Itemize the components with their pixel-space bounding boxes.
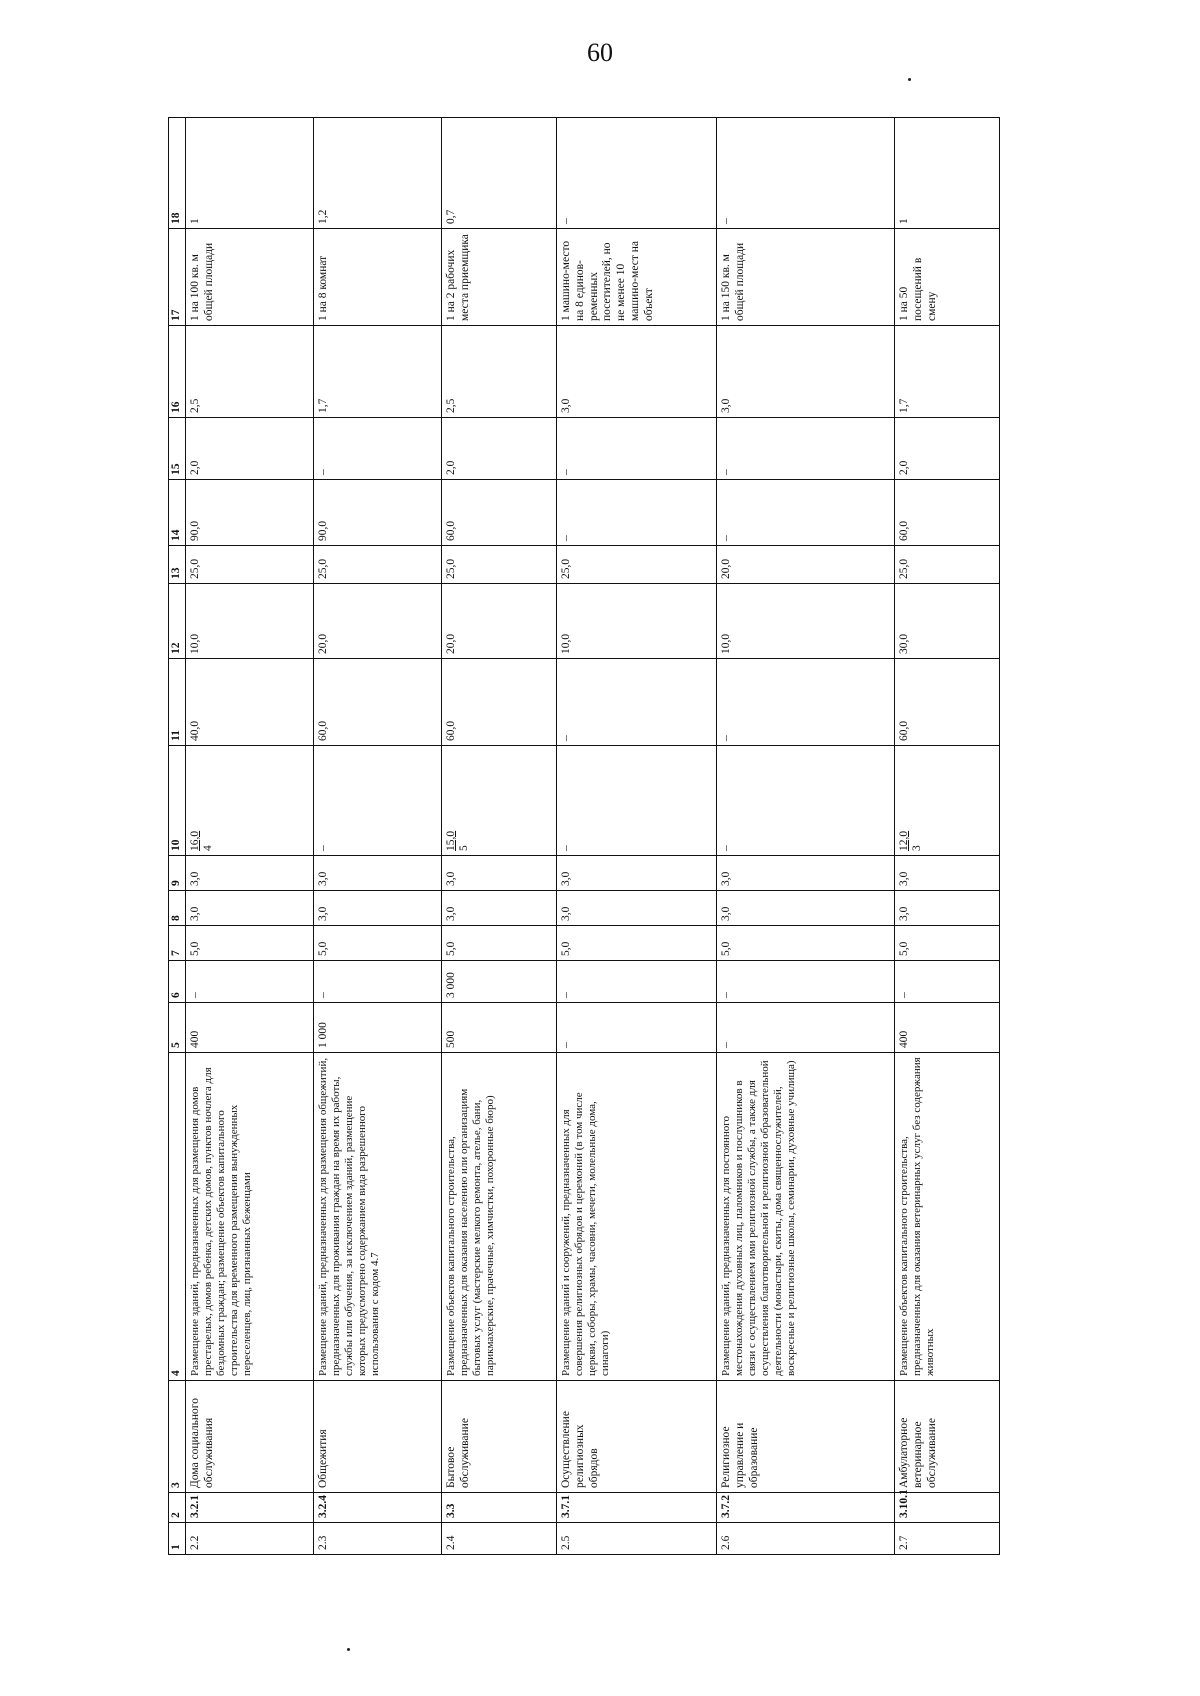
cell-value: 25,0 [557,546,717,584]
cell-value: – [557,418,717,480]
table-row [557,118,717,1555]
data-table [168,117,1000,1555]
cell-value: 1,7 [314,326,442,418]
cell-value: – [557,118,717,229]
fraction-numerator: – [720,845,732,851]
cell-value: 3,0 [717,856,895,891]
cell-code: 3.2.1 [186,1493,314,1523]
col-header: 15 [169,418,186,480]
col-header: 17 [169,229,186,326]
col-header: 8 [169,891,186,926]
cell-value: 3,0 [314,891,442,926]
col-header: 10 [169,746,186,856]
cell-value: 3,0 [557,891,717,926]
cell-value: 30,0 [895,584,1000,659]
cell-value: – [717,1003,895,1053]
cell-value: – [717,480,895,546]
cell-value: 1 [895,118,1000,229]
cell-use-name: Общежития [314,1381,442,1493]
col-header: 12 [169,584,186,659]
cell-value: 25,0 [186,546,314,584]
cell-value: 3,0 [557,856,717,891]
cell-row-number: 2.4 [442,1523,557,1555]
fraction-denominator: 3 [910,845,923,851]
cell-value: 10,0 [186,584,314,659]
col-header: 1 [169,1523,186,1555]
cell-fraction [557,746,717,856]
table-row [895,118,1000,1555]
cell-value: 5,0 [895,926,1000,961]
cell-value: 400 [895,1003,1000,1053]
cell-value: 400 [186,1003,314,1053]
cell-value: 5,0 [314,926,442,961]
cell-value: 1 [186,118,314,229]
fraction-denominator: 4 [201,845,214,851]
cell-use-name: Осуществление религиозных обрядов [557,1381,717,1493]
cell-fraction [186,746,314,856]
fraction-numerator: – [317,845,329,851]
table-row [314,118,442,1555]
cell-value: 3,0 [186,891,314,926]
cell-value: 25,0 [442,546,557,584]
cell-description: Размещение зданий, предназначенных для размещения общежитий, предназначенных для проживания граждан на время их работы, службы или обучения, за исключением зданий, размещение которых предусмотрено содержанием вида разрешенного использования с кодом 4.7 [314,1053,442,1381]
cell-value: 5,0 [717,926,895,961]
page-number: 60 [587,38,613,67]
cell-value: 3,0 [314,856,442,891]
scan-speck [908,78,911,81]
col-header: 2 [169,1493,186,1523]
cell-value: 60,0 [895,480,1000,546]
cell-parking-norm: 1 машино-место на 8 единов-ременных посетителей, но не менее 10 машино-мест на объект [557,229,717,326]
col-header: 18 [169,118,186,229]
cell-parking-norm: 1 на 50 посещений в смену [895,229,1000,326]
cell-value: – [557,961,717,1003]
cell-value: 1,7 [895,326,1000,418]
cell-value: 1,2 [314,118,442,229]
fraction-numerator: 12,0 [898,830,910,851]
cell-code: 3.7.2 [717,1493,895,1523]
cell-value: – [557,659,717,746]
rotated-table-container [168,118,998,1555]
cell-value: 3,0 [895,856,1000,891]
col-header: 5 [169,1003,186,1053]
cell-value: 5,0 [442,926,557,961]
cell-row-number: 2.7 [895,1523,1000,1555]
cell-use-name: Дома социального обслуживания [186,1381,314,1493]
cell-value: 60,0 [314,659,442,746]
col-header: 9 [169,856,186,891]
cell-value: 2,0 [895,418,1000,480]
cell-value: 90,0 [186,480,314,546]
cell-value: 60,0 [442,480,557,546]
fraction-numerator: 16,0 [189,830,201,851]
col-header: 13 [169,546,186,584]
cell-parking-norm: 1 на 150 кв. м общей площади [717,229,895,326]
cell-row-number: 2.3 [314,1523,442,1555]
col-header: 14 [169,480,186,546]
cell-value: 3,0 [717,891,895,926]
cell-value: 3,0 [717,326,895,418]
cell-value: 5,0 [557,926,717,961]
cell-value: 2,0 [442,418,557,480]
cell-description: Размещение объектов капитального строительства, предназначенных для оказания населению или организациям бытовых услуг (мастерские мелкого ремонта, ателье, бани, парикмахерские, прачечные, химчистки, похоронные бюро) [442,1053,557,1381]
cell-description: Размещение зданий, предназначенных для постоянного местонахождения духовных лиц, паломников и послушников в связи с осуществлением ими религиозной службы, а также для осуществления благотворительной и религиозной образовательной деятельности (монастыри, скиты, дома священнослужителей, воскресные и религиозные школы, семинарии, духовные училища) [717,1053,895,1381]
cell-value: 3,0 [557,326,717,418]
col-header: 11 [169,659,186,746]
col-header: 7 [169,926,186,961]
table-row [442,118,557,1555]
cell-row-number: 2.6 [717,1523,895,1555]
cell-fraction [717,746,895,856]
cell-fraction [895,746,1000,856]
cell-value: – [314,418,442,480]
cell-code: 3.10.1 [895,1493,1000,1523]
cell-row-number: 2.2 [186,1523,314,1555]
cell-value: – [895,961,1000,1003]
cell-value: 60,0 [895,659,1000,746]
cell-fraction [442,746,557,856]
fraction-numerator: 15,0 [445,830,457,851]
cell-value: 2,0 [186,418,314,480]
cell-value: 3,0 [442,856,557,891]
cell-value: – [557,480,717,546]
scan-speck [347,1648,350,1651]
cell-value: 3 000 [442,961,557,1003]
cell-use-name: Бытовое обслуживание [442,1381,557,1493]
col-header: 3 [169,1381,186,1493]
cell-value: 20,0 [717,546,895,584]
cell-value: 40,0 [186,659,314,746]
cell-value: – [717,418,895,480]
cell-value: – [314,961,442,1003]
cell-value: 25,0 [895,546,1000,584]
cell-value: – [717,118,895,229]
cell-use-name: Религиозное управление и образование [717,1381,895,1493]
col-header: 16 [169,326,186,418]
cell-description: Размещение зданий и сооружений, предназначенных для совершения религиозных обрядов и церемоний (в том числе церкви, соборы, храмы, часовни, мечети, молельные дома, синагоги) [557,1053,717,1381]
cell-description: Размещение зданий, предназначенных для размещения домов престарелых, домов ребенка, детских домов, пунктов ночлега для бездомных граждан; размещение объектов капитального строительства для временного размещения вынужденных переселенцев, лиц, признанных беженцами [186,1053,314,1381]
col-header: 6 [169,961,186,1003]
cell-value: 3,0 [186,856,314,891]
cell-value: 20,0 [442,584,557,659]
cell-code: 3.7.1 [557,1493,717,1523]
cell-value: 5,0 [186,926,314,961]
cell-value: 0,7 [442,118,557,229]
cell-code: 3.3 [442,1493,557,1523]
cell-parking-norm: 1 на 2 рабочих места приемщика [442,229,557,326]
cell-parking-norm: 1 на 8 комнат [314,229,442,326]
header-row [169,118,186,1555]
cell-value: 60,0 [442,659,557,746]
cell-parking-norm: 1 на 100 кв. м общей площади [186,229,314,326]
fraction-numerator: – [560,845,572,851]
cell-value: 2,5 [186,326,314,418]
cell-value: 10,0 [717,584,895,659]
cell-value: 1 000 [314,1003,442,1053]
cell-value: 25,0 [314,546,442,584]
cell-value: – [717,659,895,746]
cell-row-number: 2.5 [557,1523,717,1555]
cell-value: 10,0 [557,584,717,659]
cell-value: – [186,961,314,1003]
cell-use-name: Амбулаторное ветеринарное обслуживание [895,1381,1000,1493]
cell-value: 20,0 [314,584,442,659]
cell-code: 3.2.4 [314,1493,442,1523]
fraction-denominator: 5 [457,845,470,851]
cell-value: – [717,961,895,1003]
cell-fraction [314,746,442,856]
col-header: 4 [169,1053,186,1381]
cell-value: 90,0 [314,480,442,546]
table-row [186,118,314,1555]
cell-description: Размещение объектов капитального строительства, предназначенных для оказания ветеринарных услуг без содержания животных [895,1053,1000,1381]
cell-value: – [557,1003,717,1053]
cell-value: 500 [442,1003,557,1053]
cell-value: 3,0 [895,891,1000,926]
cell-value: 2,5 [442,326,557,418]
cell-value: 3,0 [442,891,557,926]
table-row [717,118,895,1555]
